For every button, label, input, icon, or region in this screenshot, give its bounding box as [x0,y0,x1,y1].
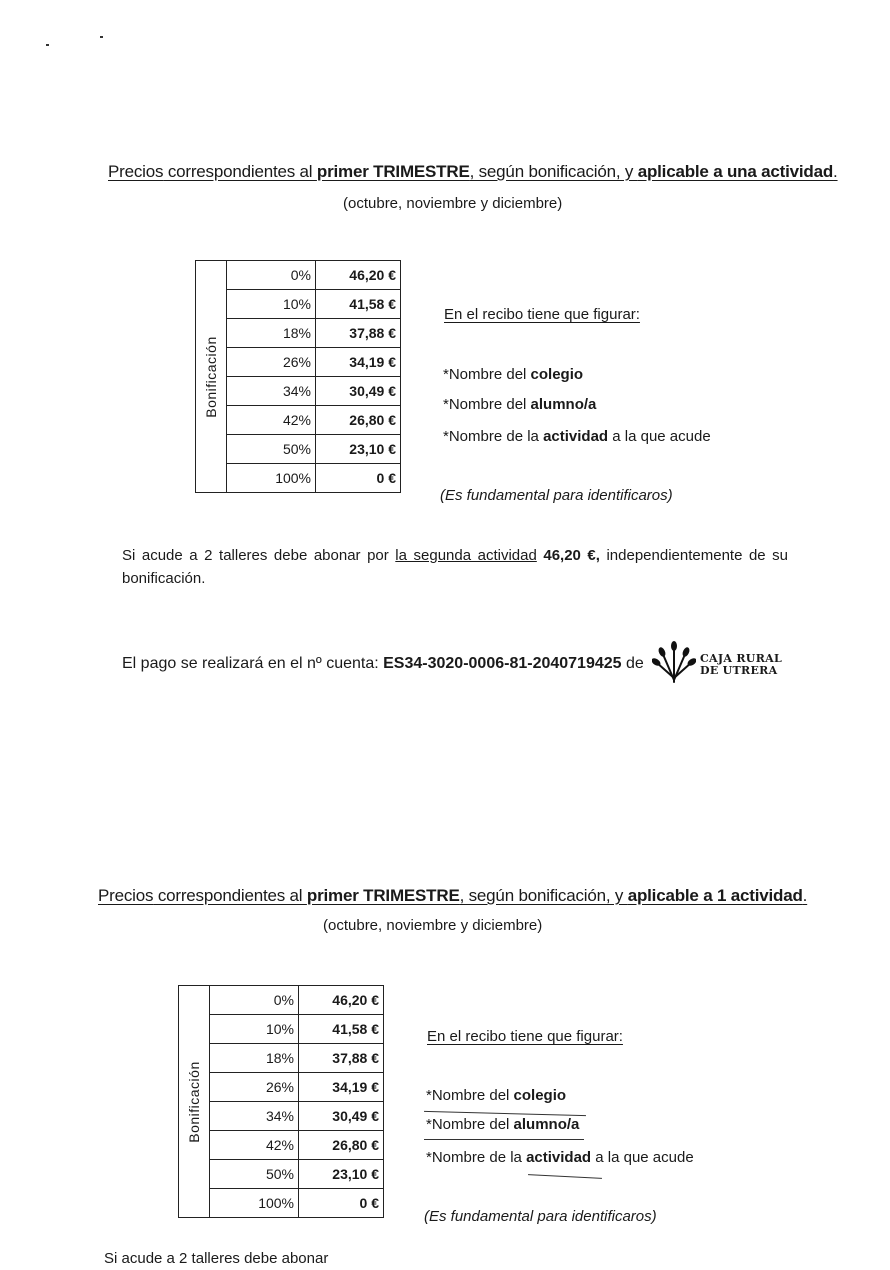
section2-title: Precios correspondientes al primer TRIMESTRE, según bonificación, y aplicable a 1 actividad. [98,886,808,905]
second-workshop-paragraph: Si acude a 2 talleres debe abonar por la segunda actividad 46,20 €, independientemente de su bonificación. [122,547,789,587]
amount-cell: 0 € [316,464,401,493]
caja-rural-logo-text: CAJA RURAL DE UTRERA [700,651,783,677]
pct-cell: 0% [227,261,316,290]
pct-cell: 26% [227,348,316,377]
amount-cell: 37,88 € [316,319,401,348]
pct-cell: 26% [210,1073,299,1102]
amount-cell: 34,19 € [299,1073,384,1102]
amount-cell: 46,20 € [299,986,384,1015]
section2-receipt-heading: En el recibo tiene que figurar: [427,1028,623,1045]
pct-cell: 50% [210,1160,299,1189]
section2-subtitle: (octubre, noviembre y diciembre) [323,917,543,934]
scan-speck [46,44,49,46]
amount-cell: 23,10 € [299,1160,384,1189]
scan-speck [100,36,103,38]
pct-cell: 42% [210,1131,299,1160]
bonificacion-label: Bonificación [203,335,219,418]
amount-cell: 34,19 € [316,348,401,377]
section1-receipt-line-actividad: *Nombre de la actividad a la que acude [443,428,711,445]
section2-price-table [178,985,384,1218]
section1-receipt-note: (Es fundamental para identificaros) [440,487,673,504]
pct-cell: 50% [227,435,316,464]
account-number: ES34-3020-0006-81-2040719425 [383,655,622,672]
pct-cell: 10% [210,1015,299,1044]
amount-cell: 0 € [299,1189,384,1218]
pct-cell: 34% [210,1102,299,1131]
amount-cell: 26,80 € [316,406,401,435]
pct-cell: 42% [227,406,316,435]
pct-cell: 10% [227,290,316,319]
pen-underline [424,1139,584,1140]
section1-title: Precios correspondientes al primer TRIMESTRE, según bonificación, y aplicable a una actividad. [108,162,838,181]
amount-cell: 41,58 € [316,290,401,319]
cut-off-paragraph: Si acude a 2 talleres debe abonar [104,1250,329,1267]
bonificacion-column [179,986,210,1218]
section1-price-table [195,260,401,493]
bonificacion-column [196,261,227,493]
pen-underline [528,1174,602,1179]
amount-cell: 23,10 € [316,435,401,464]
pct-cell: 18% [227,319,316,348]
section2-receipt-line-alumno: *Nombre del alumno/a [426,1116,580,1133]
amount-cell: 26,80 € [299,1131,384,1160]
caja-rural-logo [652,640,782,689]
table-row [179,986,384,1015]
amount-cell: 41,58 € [299,1015,384,1044]
pct-cell: 100% [210,1189,299,1218]
amount-cell: 37,88 € [299,1044,384,1073]
table-row [196,261,401,290]
section1-receipt-line-colegio: *Nombre del colegio [443,366,584,383]
section1-receipt-heading: En el recibo tiene que figurar: [444,306,640,323]
section2-receipt-line-actividad: *Nombre de la actividad a la que acude [426,1149,694,1166]
section1-subtitle: (octubre, noviembre y diciembre) [343,195,563,212]
pct-cell: 100% [227,464,316,493]
bonificacion-label: Bonificación [186,1060,202,1143]
section2-receipt-line-colegio: *Nombre del colegio [426,1087,567,1104]
amount-cell: 30,49 € [299,1102,384,1131]
pct-cell: 34% [227,377,316,406]
section2-receipt-note: (Es fundamental para identificaros) [424,1208,657,1225]
wheat-sheaf-icon [652,640,696,689]
amount-cell: 46,20 € [316,261,401,290]
payment-line: El pago se realizará en el nº cuenta: ES34-3020-0006-81-2040719425 de [122,655,644,672]
pct-cell: 18% [210,1044,299,1073]
section1-receipt-line-alumno: *Nombre del alumno/a [443,396,597,413]
pct-cell: 0% [210,986,299,1015]
amount-cell: 30,49 € [316,377,401,406]
